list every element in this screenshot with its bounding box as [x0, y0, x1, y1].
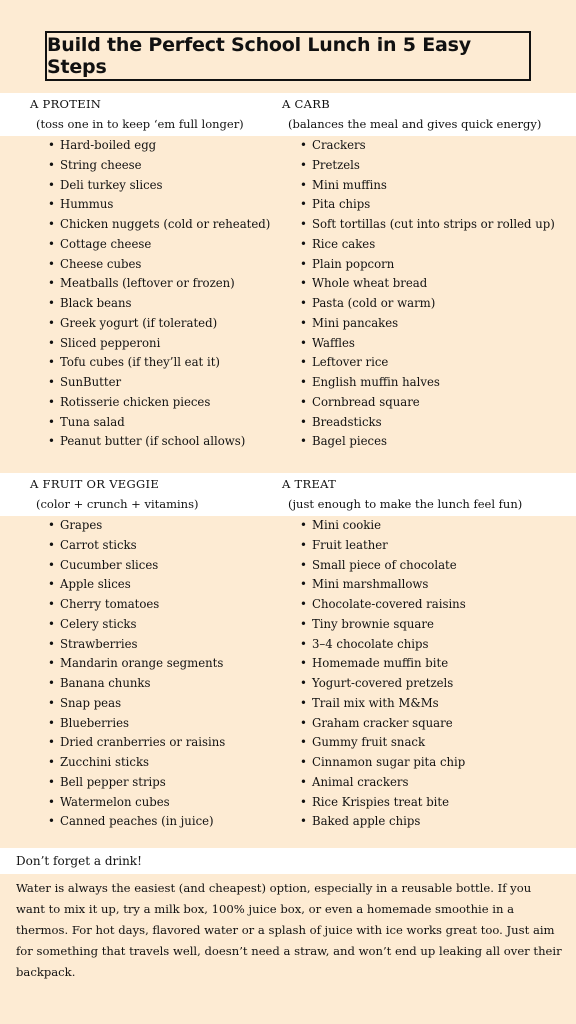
list-item: • Homemade muffin bite [300, 654, 570, 674]
list-item: • Waffles [300, 334, 570, 354]
list-item: • Fruit leather [300, 536, 570, 556]
section-subheading: (toss one in to keep ‘em full longer) [36, 117, 244, 131]
list-item: • Mini muffins [300, 176, 570, 196]
list-item: • Celery sticks [48, 615, 318, 635]
list-item: • SunButter [48, 373, 318, 393]
list-item: • Tiny brownie square [300, 615, 570, 635]
drink-heading: Don’t forget a drink! [0, 848, 576, 874]
item-list [30, 516, 318, 832]
section-carb [282, 94, 570, 452]
section-subheading: (balances the meal and gives quick energy) [288, 117, 542, 131]
item-list [30, 136, 318, 452]
list-item: • Mini cookie [300, 516, 570, 536]
list-item: • Bagel pieces [300, 432, 570, 452]
list-item: • Banana chunks [48, 674, 318, 694]
section-heading: A FRUIT OR VEGGIE [30, 477, 160, 491]
list-item: • Gummy fruit snack [300, 733, 570, 753]
section-heading: A PROTEIN [30, 97, 102, 111]
list-item: • Cherry tomatoes [48, 595, 318, 615]
list-item: • Apple slices [48, 575, 318, 595]
list-item: • Cheese cubes [48, 255, 318, 275]
list-item: • Cornbread square [300, 393, 570, 413]
list-item: • Watermelon cubes [48, 793, 318, 813]
list-item: • English muffin halves [300, 373, 570, 393]
list-item: • Peanut butter (if school allows) [48, 432, 318, 452]
list-item: • Chicken nuggets (cold or reheated) [48, 215, 318, 235]
list-item: • Rotisserie chicken pieces [48, 393, 318, 413]
list-item: • Snap peas [48, 694, 318, 714]
section-protein [30, 94, 318, 452]
list-item: • Soft tortillas (cut into strips or rolled up) [300, 215, 570, 235]
list-item: • Canned peaches (in juice) [48, 812, 318, 832]
list-item: • Baked apple chips [300, 812, 570, 832]
section-heading: A CARB [282, 97, 330, 111]
item-list [282, 516, 570, 832]
list-item: • Bell pepper strips [48, 773, 318, 793]
list-item: • 3–4 chocolate chips [300, 635, 570, 655]
section-fruit-veggie [30, 474, 318, 832]
list-item: • Rice Krispies treat bite [300, 793, 570, 813]
list-item: • Yogurt-covered pretzels [300, 674, 570, 694]
list-item: • Zucchini sticks [48, 753, 318, 773]
list-item: • Rice cakes [300, 235, 570, 255]
list-item: • Hummus [48, 195, 318, 215]
list-item: • Black beans [48, 294, 318, 314]
list-item: • Cucumber slices [48, 556, 318, 576]
list-item: • Hard-boiled egg [48, 136, 318, 156]
list-item: • String cheese [48, 156, 318, 176]
list-item: • Cinnamon sugar pita chip [300, 753, 570, 773]
list-item: • Dried cranberries or raisins [48, 733, 318, 753]
list-item: • Graham cracker square [300, 714, 570, 734]
list-item: • Sliced pepperoni [48, 334, 318, 354]
list-item: • Whole wheat bread [300, 274, 570, 294]
list-item: • Crackers [300, 136, 570, 156]
drink-body: Water is always the easiest (and cheapest) option, especially in a reusable bottle. If you want to mix it up, try a milk box, 100% juice box, or even a homemade smoothie in a thermos. For hot days, flavored water or a splash of juice with ice works great too. Just aim for something that travels well, doesn’t need a straw, and won’t end up leaking all over their backpack. [16, 881, 562, 979]
list-item: • Small piece of chocolate [300, 556, 570, 576]
section-treat [282, 474, 570, 832]
list-item: • Mini pancakes [300, 314, 570, 334]
list-item: • Mini marshmallows [300, 575, 570, 595]
list-item: • Meatballs (leftover or frozen) [48, 274, 318, 294]
list-item: • Cottage cheese [48, 235, 318, 255]
list-item: • Leftover rice [300, 353, 570, 373]
list-item: • Carrot sticks [48, 536, 318, 556]
list-item: • Breadsticks [300, 413, 570, 433]
list-item: • Deli turkey slices [48, 176, 318, 196]
list-item: • Greek yogurt (if tolerated) [48, 314, 318, 334]
drink-section [0, 848, 576, 983]
list-item: • Animal crackers [300, 773, 570, 793]
list-item: • Pretzels [300, 156, 570, 176]
list-item: • Strawberries [48, 635, 318, 655]
list-item: • Chocolate-covered raisins [300, 595, 570, 615]
list-item: • Trail mix with M&Ms [300, 694, 570, 714]
list-item: • Grapes [48, 516, 318, 536]
list-item: • Tuna salad [48, 413, 318, 433]
list-item: • Pasta (cold or warm) [300, 294, 570, 314]
item-list [282, 136, 570, 452]
list-item: • Plain popcorn [300, 255, 570, 275]
section-heading: A TREAT [282, 477, 337, 491]
list-item: • Pita chips [300, 195, 570, 215]
list-item: • Blueberries [48, 714, 318, 734]
title-box [45, 31, 531, 81]
list-item: • Tofu cubes (if they’ll eat it) [48, 353, 318, 373]
page-title: Build the Perfect School Lunch in 5 Easy Steps [47, 34, 471, 78]
section-subheading: (just enough to make the lunch feel fun) [288, 497, 523, 511]
section-subheading: (color + crunch + vitamins) [36, 497, 199, 511]
list-item: • Mandarin orange segments [48, 654, 318, 674]
